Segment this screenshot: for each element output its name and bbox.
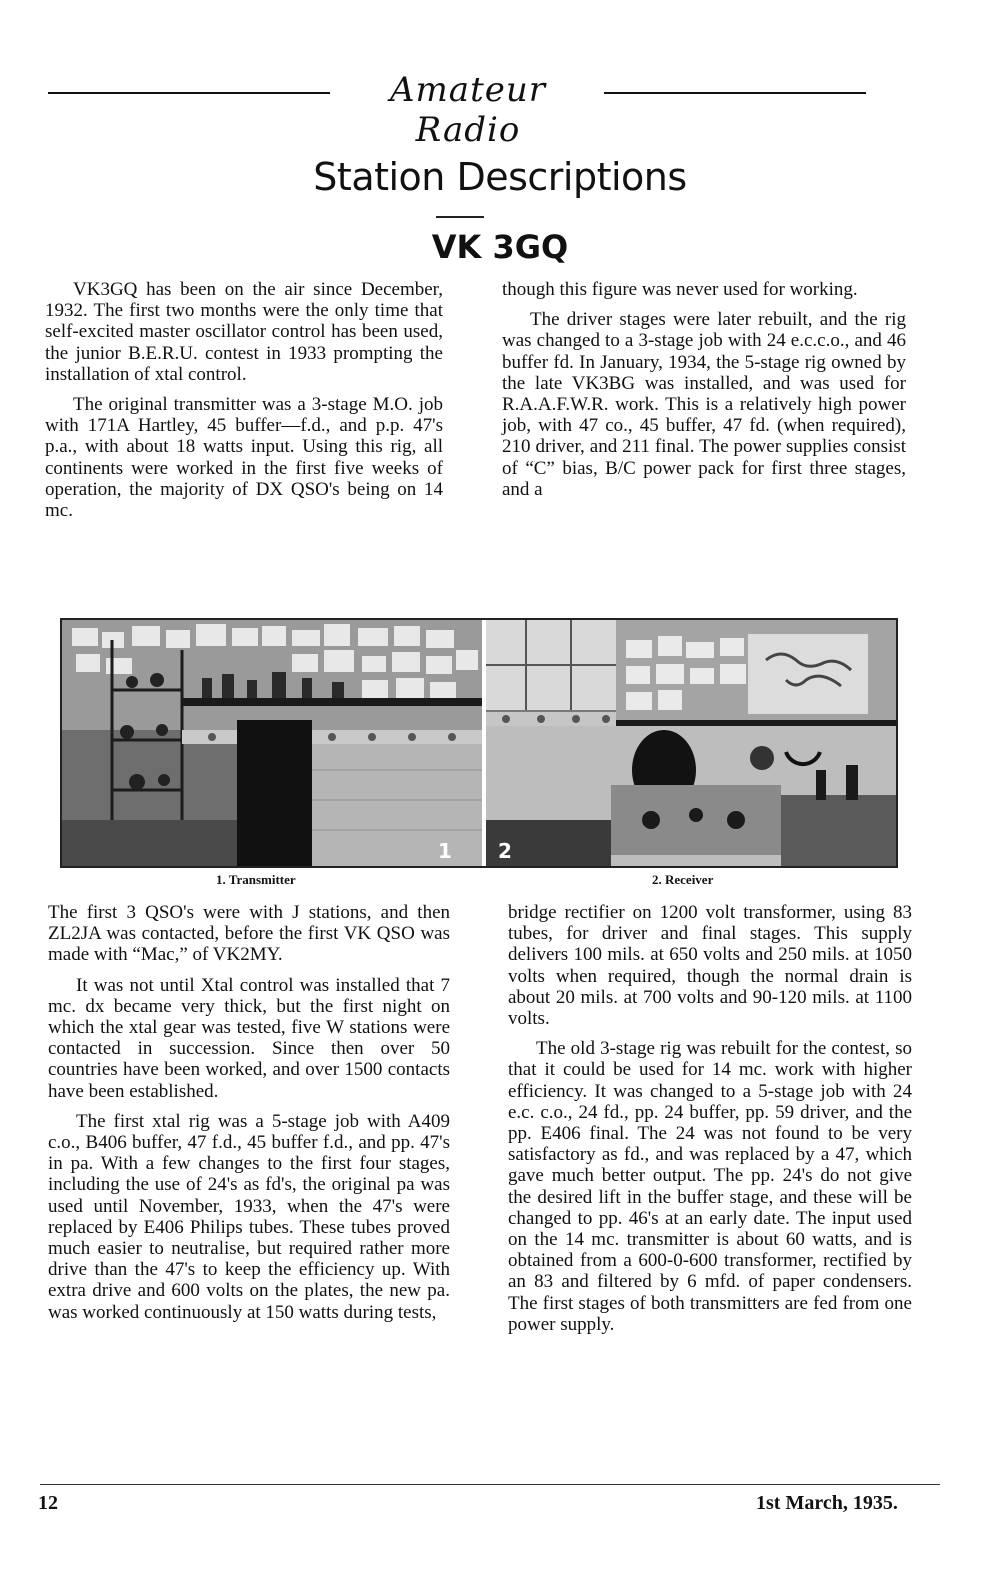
issue-date: 1st March, 1935. bbox=[756, 1492, 898, 1514]
page-number: 12 bbox=[38, 1492, 58, 1514]
paragraph: The first 3 QSO's were with J stations, and then ZL2JA was contacted, before the first VK QSO was made with “Mac,” of VK2MY. bbox=[48, 902, 450, 966]
masthead-logo: Amateur Radio bbox=[390, 70, 546, 150]
photo-number-2: 2 bbox=[498, 839, 512, 863]
paragraph: bridge rectifier on 1200 volt transformer, using 83 tubes, for driver and final stages. This supply delivers 100 mils. at 650 volts and 250 mils. at 1050 volts when required, though the normal drain is about 20 mils. at 700 volts and 90-120 mils. at 1100 volts. bbox=[508, 902, 912, 1030]
masthead-rule-left bbox=[48, 92, 330, 94]
photo-number-1: 1 bbox=[438, 839, 452, 863]
column-left-top bbox=[45, 279, 443, 530]
paragraph: The driver stages were later rebuilt, and the rig was changed to a 3-stage job with 24 e.c.c.o., and 46 buffer fd. In January, 1934, the 5-stage rig owned by the late VK3BG was installed, and was used for R.A.A.F.W.R. work. This is a relatively high power job, with 47 co., 45 buffer, 47 fd. (when required), 210 driver, and 211 final. The power supplies consist of “C” bias, B/C power pack for first three stages, and a bbox=[502, 309, 906, 500]
column-right-top bbox=[502, 279, 906, 509]
column-left-bottom bbox=[48, 902, 450, 1332]
column-right-bottom bbox=[508, 902, 912, 1344]
paragraph: The original transmitter was a 3-stage M.O. job with 171A Hartley, 45 buffer—f.d., and p.p. 47's p.a., with about 18 watts input. Using this rig, all continents were worked in the first five weeks of operation, the majority of DX QSO's being on 14 mc. bbox=[45, 394, 443, 522]
paragraph: It was not until Xtal control was installed that 7 mc. dx became very thick, but the first night on which the xtal gear was tested, five W stations were contacted in succession. Since then over 50 countries have been worked, and over 1500 contacts have been established. bbox=[48, 974, 450, 1102]
receiver-photo bbox=[486, 620, 896, 866]
footer-rule bbox=[40, 1484, 940, 1485]
masthead bbox=[48, 70, 866, 150]
photo-panel bbox=[60, 618, 898, 868]
paragraph: The old 3-stage rig was rebuilt for the contest, so that it could be used for 14 mc. work with higher efficiency. It was changed to a 5-stage job with 24 e.c. c.o., 24 fd., pp. 24 buffer, pp. 59 driver, and the pp. E406 final. The 24 was not found to be very satisfactory as fd., and was replaced by a 47, which gave much better output. The pp. 24's do not give the desired lift in the buffer stage, and these will be changed to pp. 46's at an early date. The input used on the 14 mc. transmitter is about 60 watts, and is obtained from a 600-0-600 transformer, rectified by an 83 and filtered by 6 mfd. of paper condensers. The first stages of both transmitters are fed from one power supply. bbox=[508, 1038, 912, 1335]
title-divider bbox=[436, 216, 484, 218]
paragraph: VK3GQ has been on the air since December, 1932. The first two months were the only time that self-excited master oscillator control has been used, the junior B.E.R.U. contest in 1933 prompting the installation of xtal control. bbox=[45, 279, 443, 385]
transmitter-photo bbox=[62, 620, 482, 866]
figure-caption-receiver: 2. Receiver bbox=[652, 872, 714, 887]
paragraph: though this figure was never used for working. bbox=[502, 279, 858, 300]
station-callsign: VK 3GQ bbox=[431, 228, 569, 266]
masthead-rule-right bbox=[604, 92, 866, 94]
figure-caption-transmitter: 1. Transmitter bbox=[216, 872, 296, 887]
section-title: Station Descriptions bbox=[313, 155, 687, 199]
paragraph: The first xtal rig was a 5-stage job with A409 c.o., B406 buffer, 47 f.d., 45 buffer f.d., and pp. 47's in pa. With a few changes to the first four stages, including the use of 24's as fd's, the original pa was used until November, 1933, when the 47's were replaced by E406 Philips tubes. These tubes proved much easier to neutralise, but required rather more drive than the 47's to keep the efficiency up. With extra drive and 600 volts on the plates, the new pa. was worked continuously at 150 watts during tests, bbox=[48, 1110, 450, 1323]
